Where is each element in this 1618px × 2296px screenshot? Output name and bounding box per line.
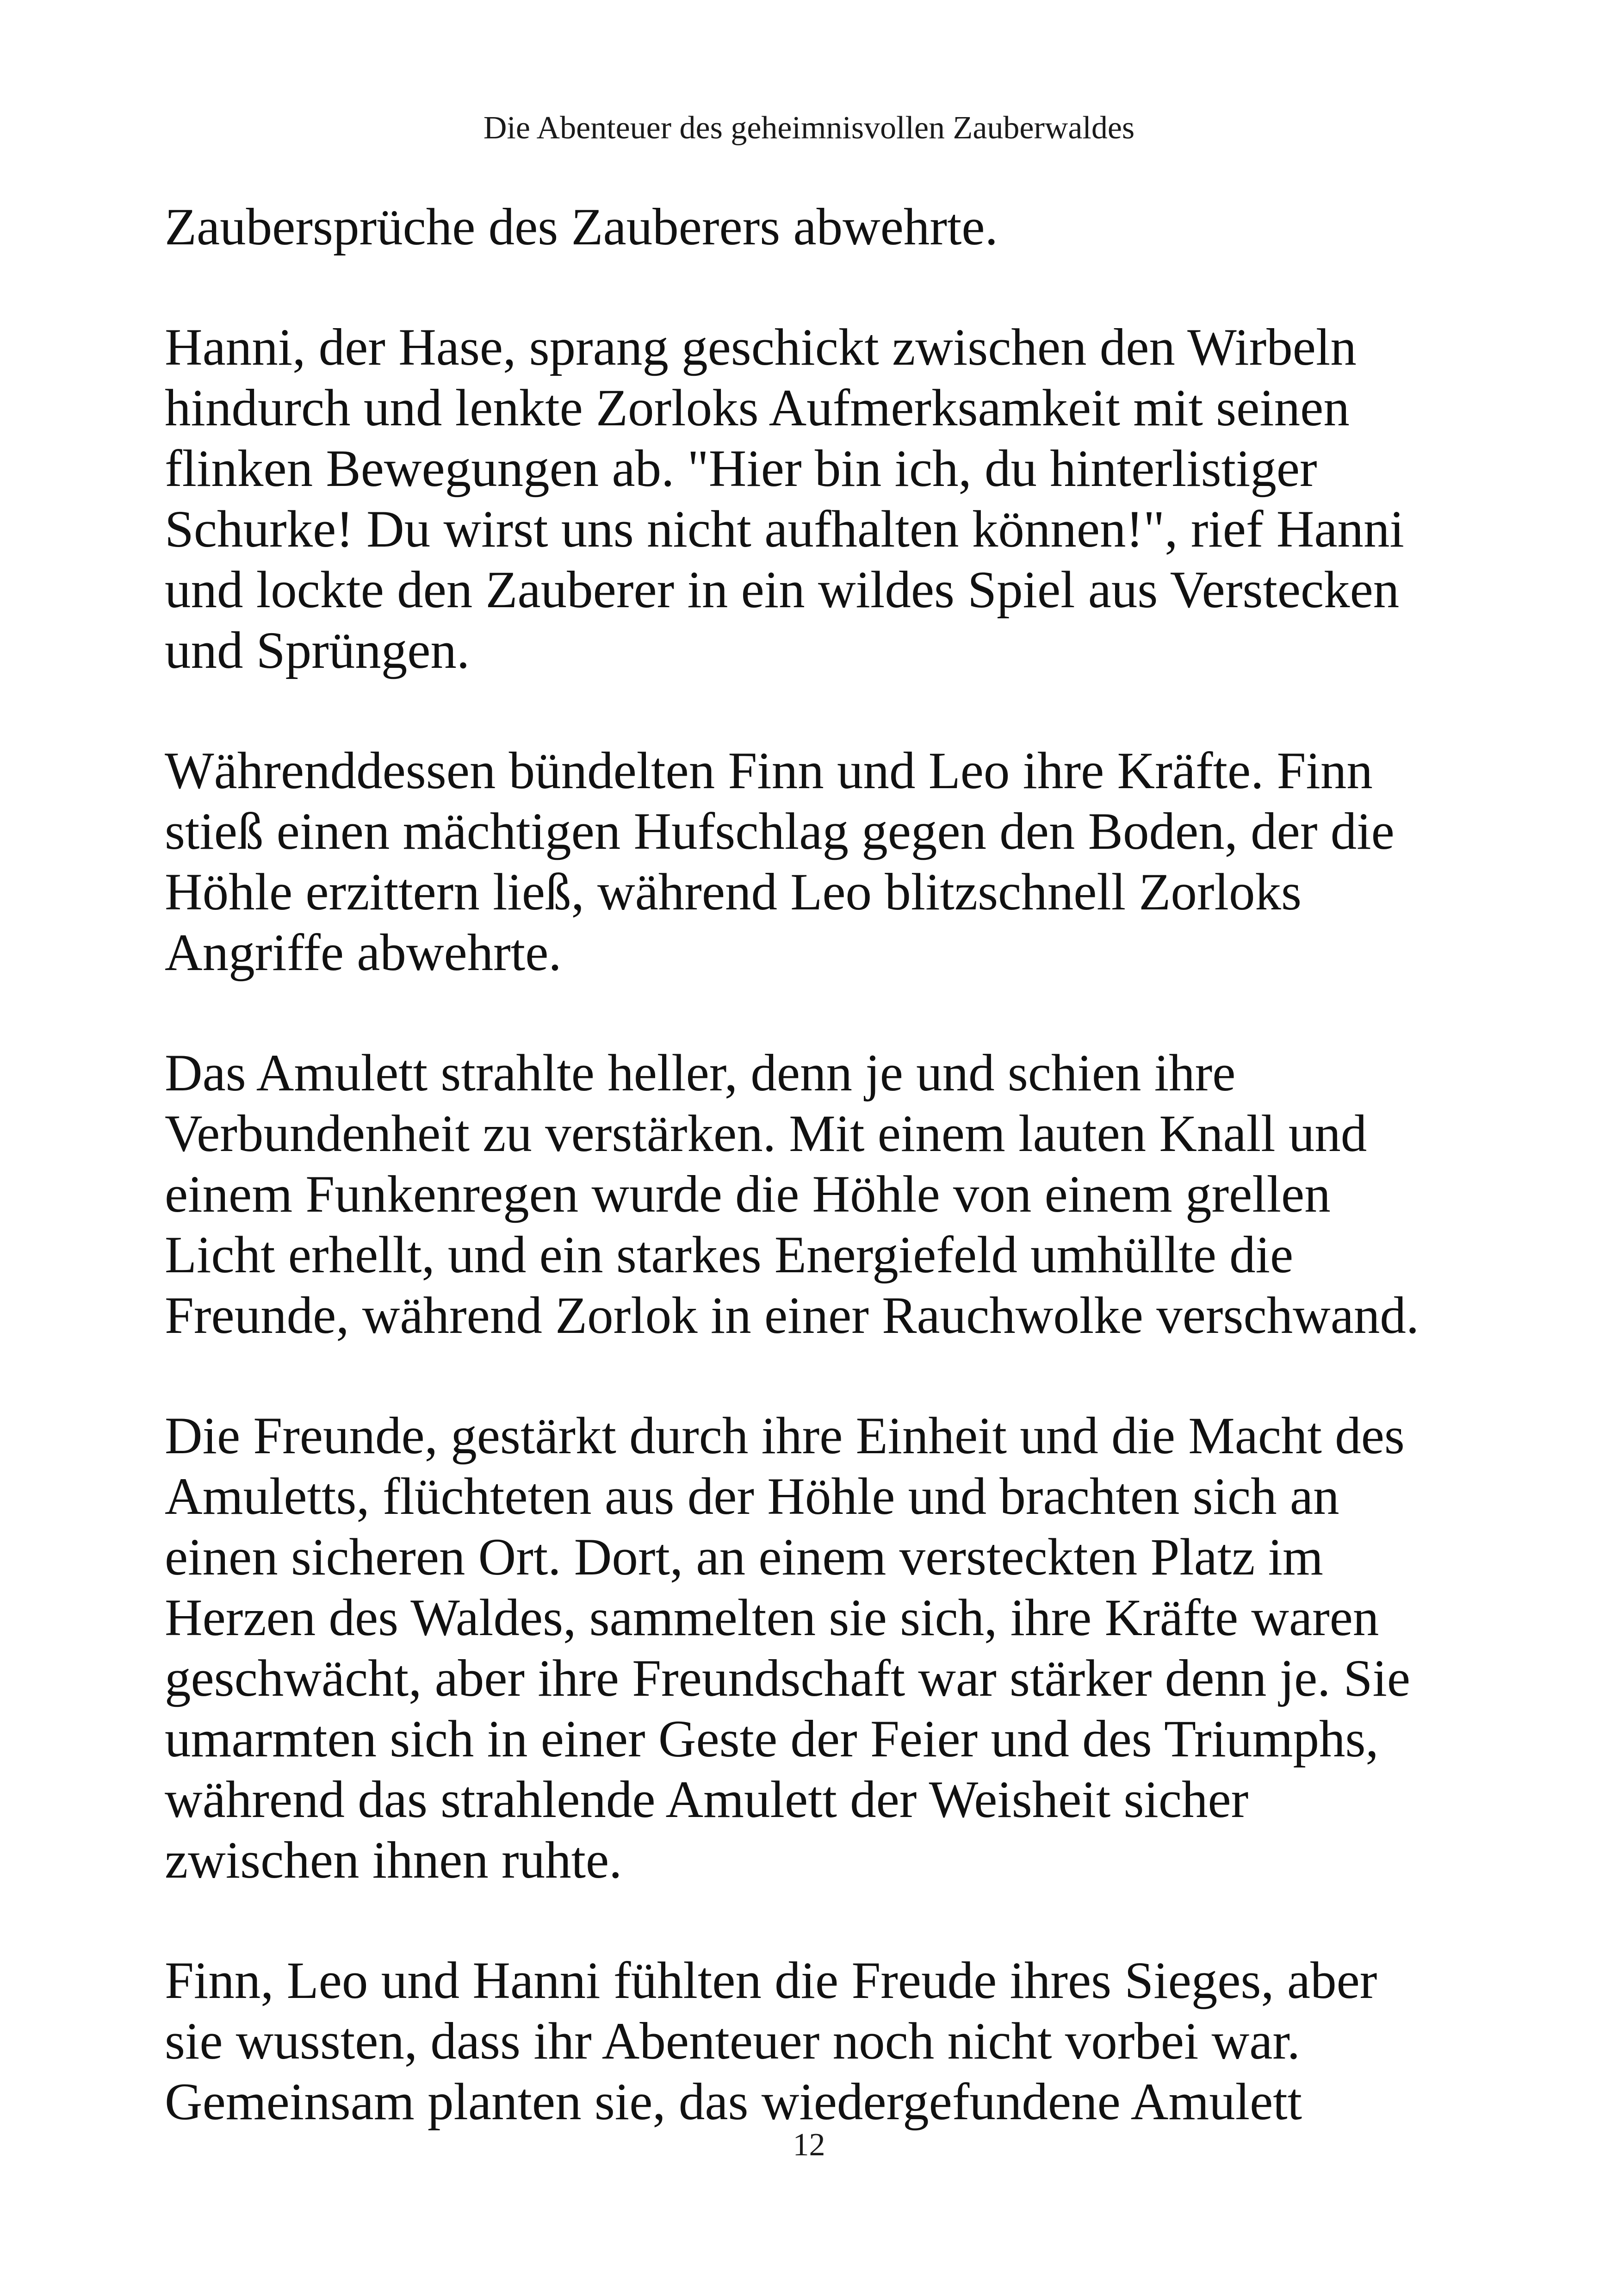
text-line: zwischen ihnen ruhte. bbox=[165, 1831, 622, 1889]
paragraph-4 bbox=[165, 1043, 1488, 1346]
text-line: Finn, Leo und Hanni fühlten die Freude ihres Sieges, aber bbox=[165, 1952, 1377, 2010]
text-line: Freunde, während Zorlok in einer Rauchwolke verschwand. bbox=[165, 1287, 1420, 1344]
text-line: Herzen des Waldes, sammelten sie sich, ihre Kräfte waren bbox=[165, 1589, 1379, 1647]
text-line: während das strahlende Amulett der Weisheit sicher bbox=[165, 1771, 1249, 1829]
text-line: Licht erhellt, und ein starkes Energiefeld umhüllte die bbox=[165, 1226, 1294, 1284]
text-line: geschwächt, aber ihre Freundschaft war stärker denn je. Sie bbox=[165, 1649, 1411, 1707]
text-line: Verbundenheit zu verstärken. Mit einem lauten Knall und bbox=[165, 1105, 1367, 1163]
paragraph-3 bbox=[165, 740, 1488, 983]
text-line: einem Funkenregen wurde die Höhle von einem grellen bbox=[165, 1165, 1331, 1223]
text-line: Währenddessen bündelten Finn und Leo ihre Kräfte. Finn bbox=[165, 742, 1373, 800]
text-line: Amuletts, flüchteten aus der Höhle und brachten sich an bbox=[165, 1468, 1339, 1525]
text-line: Das Amulett strahlte heller, denn je und schien ihre bbox=[165, 1044, 1236, 1102]
body-text bbox=[165, 197, 1488, 2192]
text-line: Zaubersprüche des Zauberers abwehrte. bbox=[165, 198, 998, 256]
text-line: Die Freunde, gestärkt durch ihre Einheit und die Macht des bbox=[165, 1407, 1405, 1465]
text-line: sie wussten, dass ihr Abenteuer noch nicht vorbei war. bbox=[165, 2012, 1301, 2070]
page-number: 12 bbox=[793, 2127, 825, 2163]
text-line: und lockte den Zauberer in ein wildes Spiel aus Verstecken bbox=[165, 561, 1400, 619]
text-line: umarmten sich in einer Geste der Feier und des Triumphs, bbox=[165, 1710, 1379, 1768]
text-line: flinken Bewegungen ab. "Hier bin ich, du hinterlistiger bbox=[165, 440, 1317, 498]
text-line: Gemeinsam planten sie, das wiedergefundene Amulett bbox=[165, 2073, 1302, 2131]
paragraph-1 bbox=[165, 197, 1488, 257]
text-line: Angriffe abwehrte. bbox=[165, 924, 562, 982]
text-line: Hanni, der Hase, sprang geschickt zwischen den Wirbeln bbox=[165, 318, 1357, 376]
paragraph-5 bbox=[165, 1406, 1488, 1891]
text-line: Höhle erzittern ließ, während Leo blitzschnell Zorloks bbox=[165, 863, 1302, 921]
running-header-title: Die Abenteuer des geheimnisvollen Zauberwaldes bbox=[483, 110, 1135, 146]
text-line: stieß einen mächtigen Hufschlag gegen den Boden, der die bbox=[165, 803, 1395, 860]
paragraph-6 bbox=[165, 1950, 1488, 2132]
text-line: und Sprüngen. bbox=[165, 622, 470, 679]
paragraph-2 bbox=[165, 317, 1488, 681]
text-line: Schurke! Du wirst uns nicht aufhalten können!", rief Hanni bbox=[165, 500, 1404, 558]
text-line: einen sicheren Ort. Dort, an einem versteckten Platz im bbox=[165, 1528, 1323, 1586]
text-line: hindurch und lenkte Zorloks Aufmerksamkeit mit seinen bbox=[165, 379, 1350, 437]
